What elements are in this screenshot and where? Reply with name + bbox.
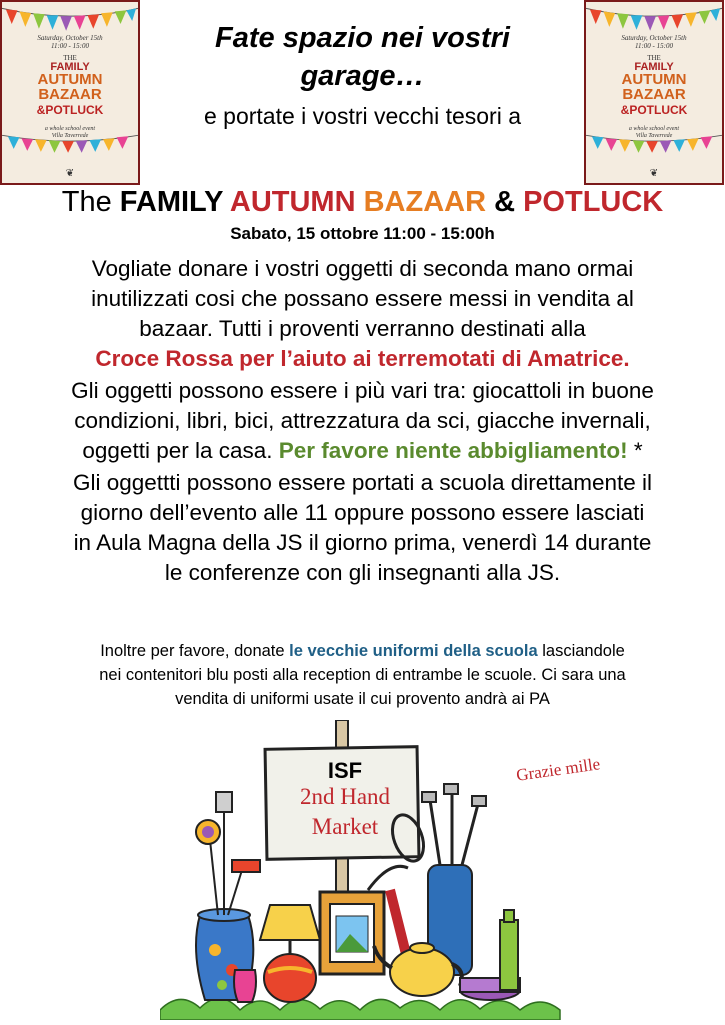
poster-date: Saturday, October 15th [621, 34, 687, 42]
poster-date: Saturday, October 15th [37, 34, 103, 42]
poster-bazaar: BAZAAR [622, 86, 686, 103]
poster-subtitle: a whole school event [44, 126, 96, 132]
market-illustration [160, 720, 570, 1020]
poster-family: FAMILY [50, 61, 90, 73]
poster-the: THE [647, 54, 661, 62]
body-line [0, 438, 725, 464]
body-line: Vogliate donare i vostri oggetti di seconda mano ormai [91, 256, 634, 281]
title-autumn: AUTUMN [229, 186, 364, 218]
sign-2nd-hand: 2nd Hand [299, 784, 391, 809]
footer-text: lasciandole [537, 642, 625, 660]
title-the: The [61, 186, 120, 218]
grazie-note: Grazie mille [515, 754, 602, 785]
bunting-decoration-bottom [2, 131, 138, 161]
body-highlight-red-cross: Croce Rossa per l’aiuto ai terremotati di Amatrice. [95, 346, 630, 371]
poster-thumbnail-left [0, 0, 140, 185]
poster-ornament: ❦ [649, 168, 659, 179]
sign-market: Market [311, 814, 379, 839]
body-line: Gli oggetti possono essere i più vari tra: giocattoli in buone [71, 378, 654, 403]
sign-isf: ISF [327, 758, 363, 783]
footer-line: vendita di uniformi usate il cui provento andrà ai PA [175, 690, 550, 708]
body-line: condizioni, libri, bici, attrezzatura da sci, giacche invernali, [74, 408, 651, 433]
poster-venue: Villa Taverrede [635, 133, 673, 139]
title-potluck: POTLUCK [523, 186, 664, 218]
title-bazaar: BAZAAR [363, 186, 487, 218]
poster-time: 11:00 - 15:00 [635, 42, 673, 50]
event-title [0, 186, 725, 219]
body-line: bazaar. Tutti i proventi verranno destinati alla [139, 316, 586, 341]
poster-thumbnail-right [584, 0, 724, 185]
headline-line-2: garage… [300, 60, 425, 92]
bunting-decoration-bottom [586, 131, 722, 161]
title-ampersand: & [486, 186, 524, 218]
poster-potluck: &POTLUCK [36, 103, 104, 117]
poster-subtitle: a whole school event [628, 126, 680, 132]
no-clothing-note: Per favore niente abbigliamento! [278, 438, 628, 463]
event-date: Sabato, 15 ottobre 11:00 - 15:00h [230, 224, 495, 243]
headline-line-1: Fate spazio nei vostri [215, 22, 510, 54]
poster-ornament: ❦ [65, 168, 75, 179]
poster-autumn: AUTUMN [37, 71, 103, 88]
poster-bazaar: BAZAAR [38, 86, 102, 103]
body-text: oggetti per la casa. [82, 438, 279, 463]
footer-line [0, 642, 725, 661]
headline-subline: e portate i vostri vecchi tesori a [203, 103, 522, 129]
poster-family: FAMILY [634, 61, 674, 73]
uniforms-highlight: le vecchie uniformi della scuola [289, 642, 538, 660]
poster-potluck: &POTLUCK [620, 103, 688, 117]
footer-text: Inoltre per favore, donate [100, 642, 290, 660]
poster-the: THE [63, 54, 77, 62]
asterisk: * [627, 438, 643, 463]
poster-venue: Villa Taverrede [51, 133, 89, 139]
title-family: FAMILY [119, 186, 230, 218]
poster-time: 11:00 - 15:00 [51, 42, 89, 50]
poster-autumn: AUTUMN [621, 71, 687, 88]
body-line: inutilizzati cosi che possano essere messi in vendita al [91, 286, 634, 311]
body-line: Gli oggettti possono essere portati a scuola direttamente il [72, 470, 653, 495]
body-line: in Aula Magna della JS il giorno prima, venerdì 14 durante [73, 530, 652, 555]
footer-line: nei contenitori blu posti alla reception di entrambe le scuole. Ci sara una [99, 666, 626, 684]
body-line: giorno dell’evento alle 11 oppure possono essere lasciati [80, 500, 645, 525]
body-line: le conferenze con gli insegnanti alla JS. [164, 560, 561, 585]
